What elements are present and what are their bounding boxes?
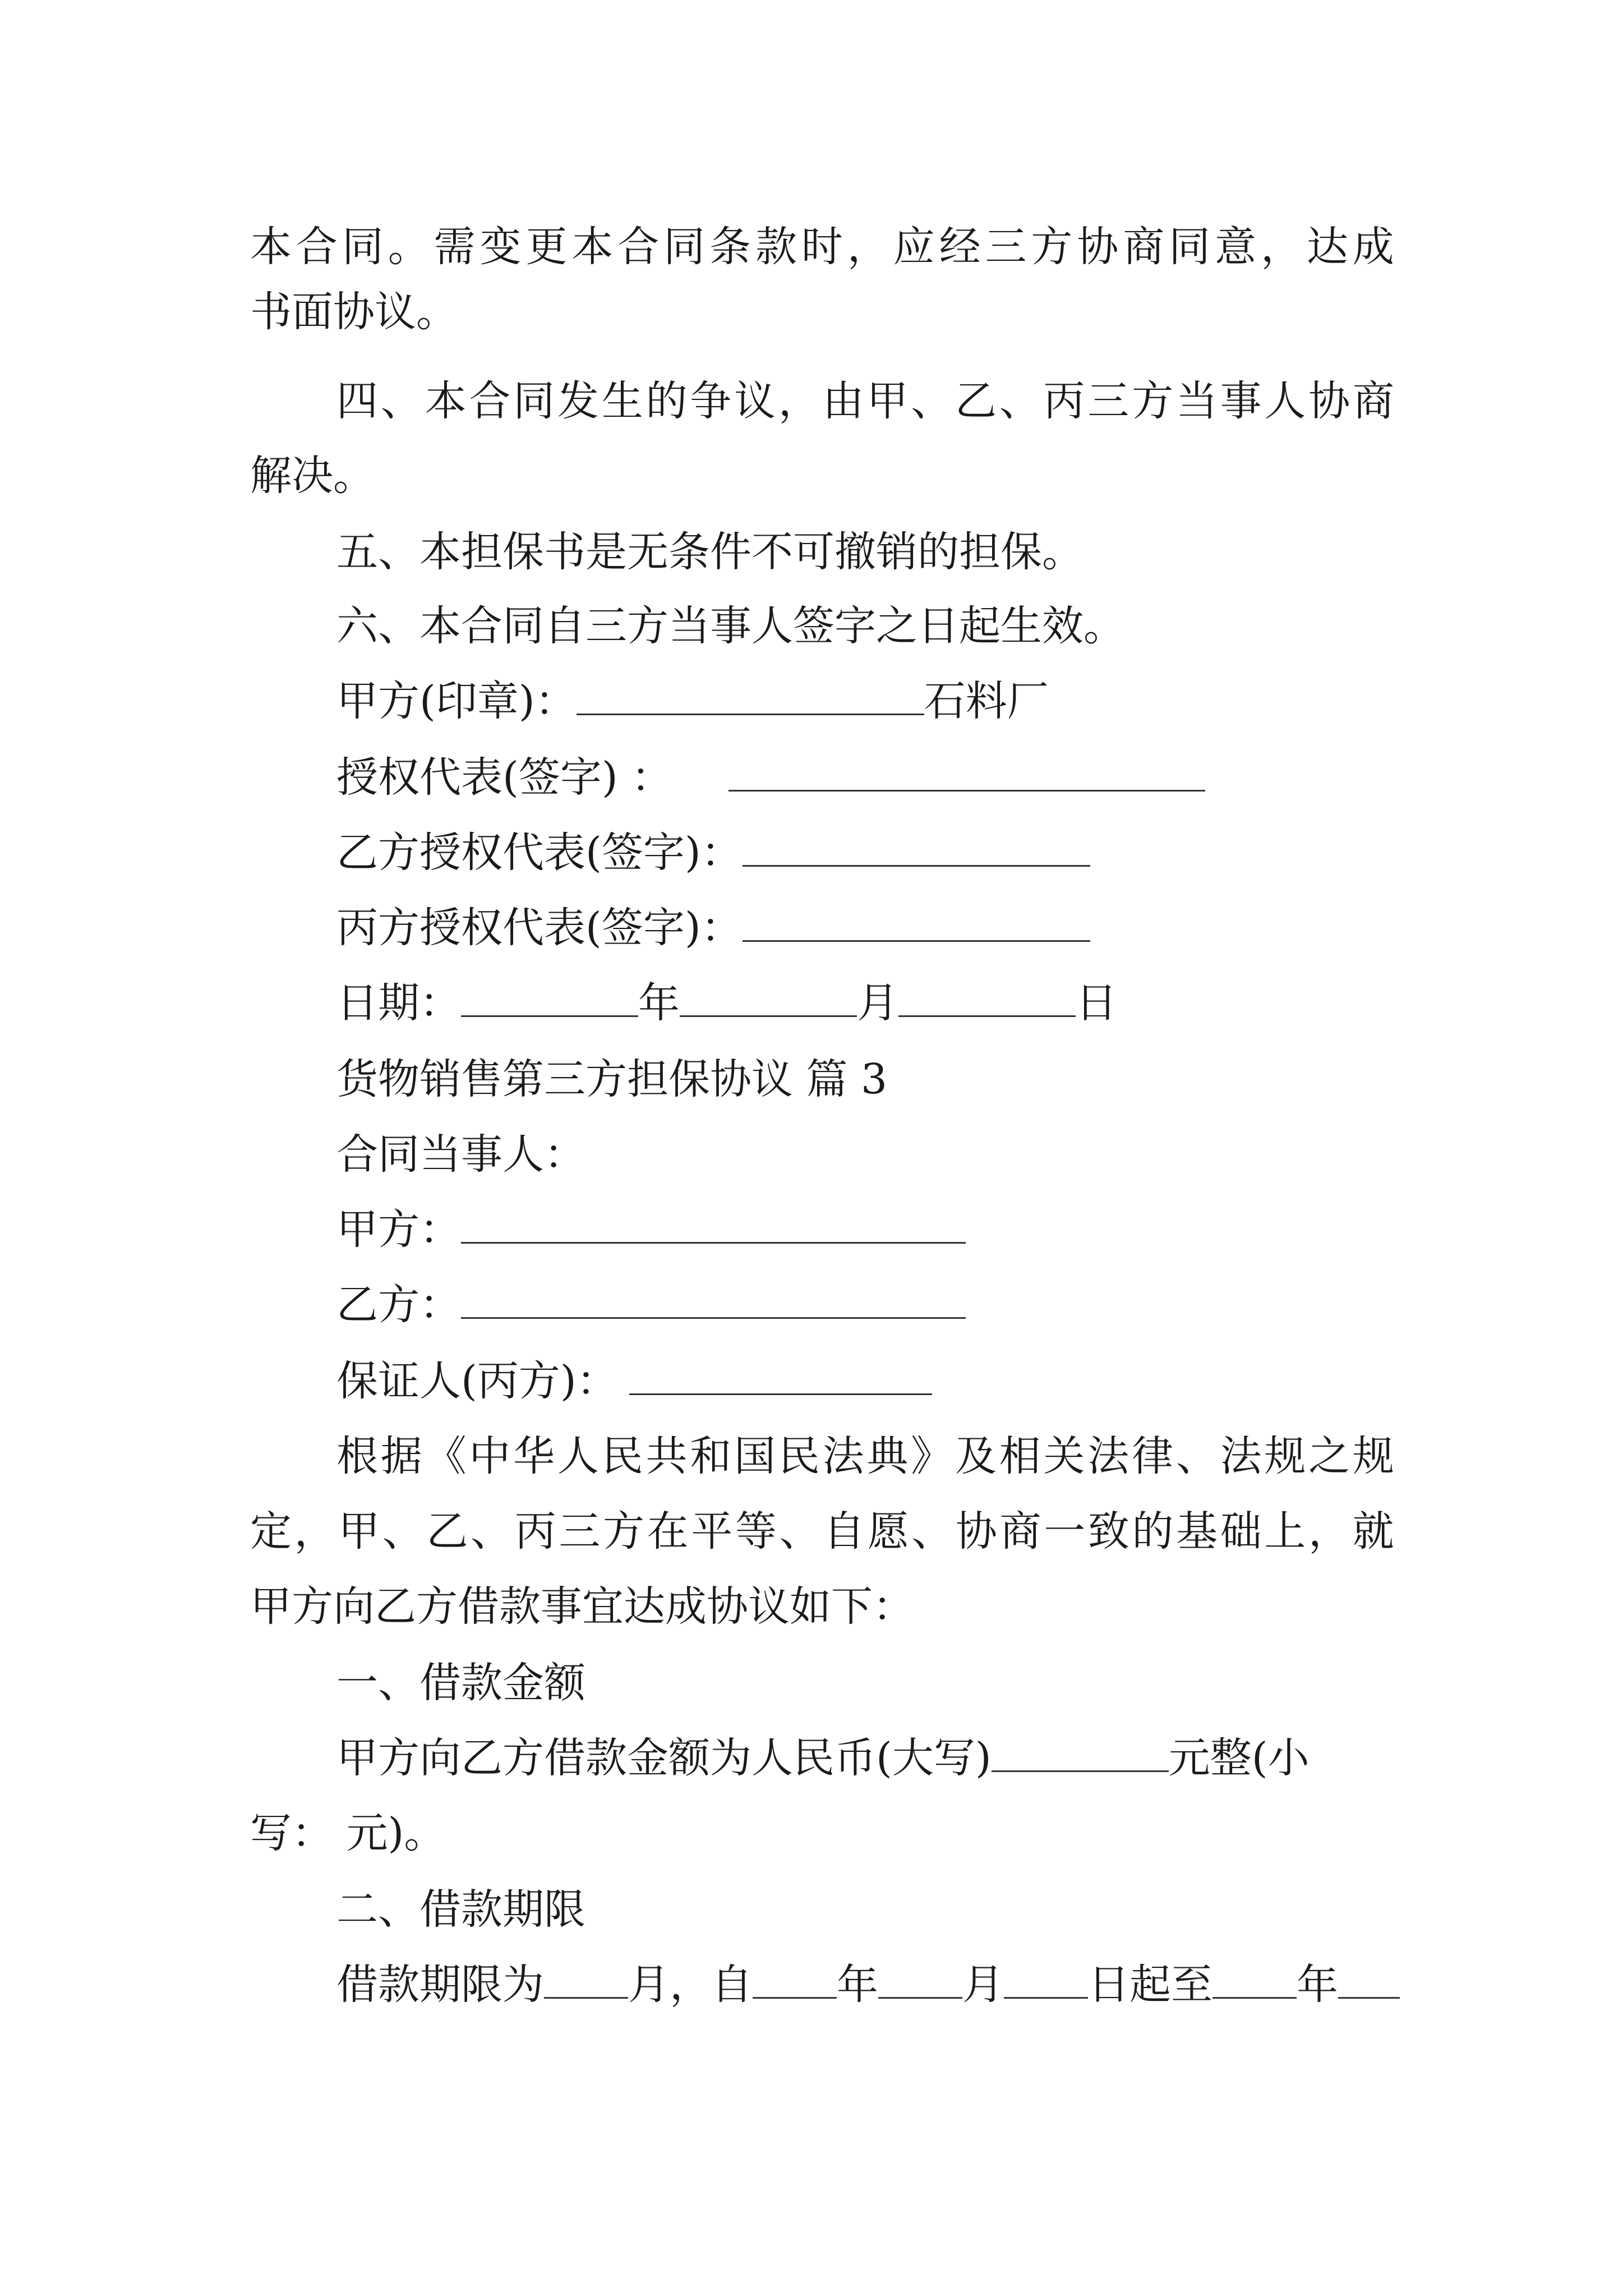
preamble-line-1: 根 据 《 中 华 人 民 共 和 国 民 法 典 》 及 相 关 法 律 、 法 规 之 规	[336, 1432, 1394, 1480]
loan-start-day-label: 日起至	[1088, 1961, 1212, 2009]
loan-term-months-blank[interactable]	[544, 1958, 628, 1999]
party-a-label: 甲方：	[336, 1205, 461, 1254]
party-c-rep-blank[interactable]	[743, 901, 1090, 942]
loan-amount-text: 甲方向乙方借款金额为人民币(大写)	[336, 1734, 992, 1782]
loan-start-month-label: 月	[962, 1961, 1004, 2009]
loan-amount-heading: 一、借款金额	[336, 1659, 585, 1707]
parties-heading: 合同当事人：	[336, 1130, 585, 1179]
guarantor-row	[336, 1353, 1394, 1409]
paragraph-line-1: 本 合 同 。 需 变 更 本 合 同 条 款 时 ， 应 经 三 方 协 商 同 意 ， 达 成	[250, 223, 1394, 271]
party-b-label: 乙方：	[336, 1281, 461, 1329]
loan-end-year-label: 年	[1297, 1961, 1338, 2009]
party-b-row	[336, 1277, 1394, 1333]
loan-start-day-blank[interactable]	[1004, 1958, 1088, 1999]
loan-end-month-blank[interactable]	[1338, 1958, 1400, 1999]
authorized-rep-label: 授权代表(签字) ：	[336, 753, 673, 802]
paragraph-line-2: 书面协议。	[250, 288, 458, 336]
date-year-blank[interactable]	[461, 976, 638, 1017]
party-b-blank[interactable]	[461, 1278, 966, 1319]
party-b-rep-blank[interactable]	[743, 826, 1090, 867]
authorized-rep-row	[336, 749, 1394, 806]
clause-six: 六、本合同自三方当事人签字之日起生效。	[336, 602, 1125, 650]
clause-five: 五、本担保书是无条件不可撤销的担保。	[336, 528, 1083, 576]
clause-four-line-2: 解决。	[250, 452, 375, 500]
loan-term-text: 借款期限为	[336, 1961, 544, 2009]
party-b-rep-label: 乙方授权代表(签字)：	[336, 829, 743, 877]
party-a-blank[interactable]	[461, 1203, 966, 1244]
party-a-seal-label: 甲方(印章)：	[336, 677, 577, 725]
date-label: 日期：	[336, 979, 461, 1027]
loan-amount-line-2: 写： 元)。	[250, 1809, 446, 1857]
date-row	[336, 975, 1394, 1031]
loan-amount-blank[interactable]	[992, 1731, 1169, 1772]
loan-start-month-blank[interactable]	[878, 1958, 962, 1999]
clause-four-line-1: 四 、 本 合 同 发 生 的 争 议 ， 由 甲 、 乙 、 丙 三 方 当 事 人 协 商	[336, 377, 1394, 425]
date-day-blank[interactable]	[898, 976, 1076, 1017]
party-a-seal-row	[336, 673, 1394, 729]
section-title: 货物销售第三方担保协议 篇 3	[336, 1055, 888, 1103]
party-c-rep-label: 丙方授权代表(签字)：	[336, 904, 743, 952]
loan-amount-row	[336, 1730, 1394, 1786]
party-a-seal-tail: 石料厂	[924, 677, 1049, 725]
loan-end-year-blank[interactable]	[1212, 1958, 1297, 1999]
date-year-label: 年	[638, 979, 680, 1027]
guarantor-blank[interactable]	[629, 1354, 932, 1395]
date-day-label: 日	[1076, 979, 1117, 1027]
loan-start-year-blank[interactable]	[753, 1958, 837, 1999]
loan-term-row	[336, 1957, 1394, 2013]
loan-term-heading: 二、借款期限	[336, 1885, 585, 1934]
authorized-rep-blank[interactable]	[728, 751, 1205, 792]
loan-amount-tail: 元整(小	[1168, 1734, 1310, 1782]
loan-start-year-label: 年	[837, 1961, 878, 2009]
preamble-line-3: 甲方向乙方借款事宜达成协议如下：	[250, 1582, 914, 1631]
party-a-seal-blank[interactable]	[577, 674, 924, 715]
date-month-label: 月	[857, 979, 898, 1027]
preamble-line-2: 定 ， 甲 、 乙 、 丙 三 方 在 平 等 、 自 愿 、 协 商 一 致 的 基 础 上 ， 就	[250, 1507, 1394, 1556]
party-a-row	[336, 1202, 1394, 1258]
loan-term-from: 月，自	[628, 1961, 753, 2009]
guarantor-label: 保证人(丙方)：	[336, 1357, 618, 1405]
party-c-rep-row	[336, 900, 1394, 956]
date-month-blank[interactable]	[680, 976, 857, 1017]
party-b-rep-row	[336, 825, 1394, 881]
